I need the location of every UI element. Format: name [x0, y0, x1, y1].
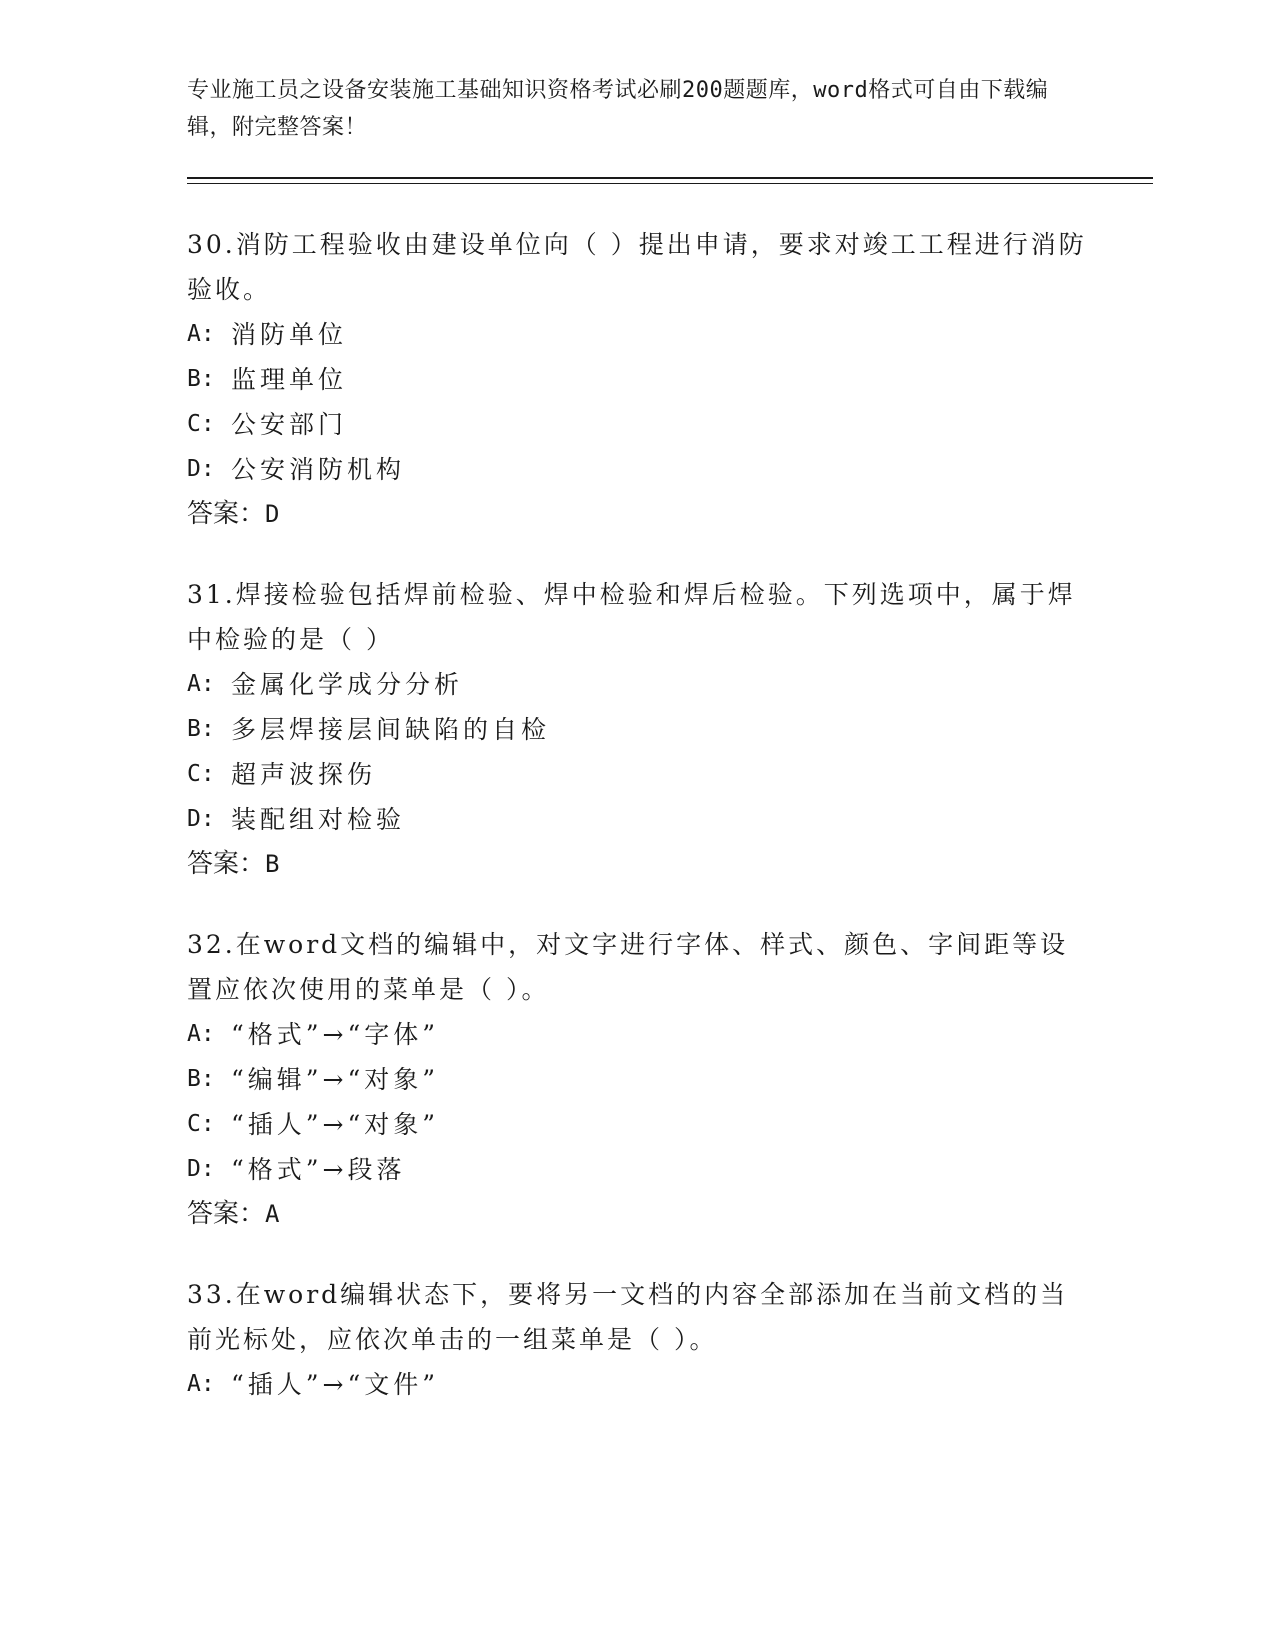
header-divider-thin: [187, 183, 1153, 184]
question-30: [187, 222, 1087, 537]
option-letter: D:: [187, 1156, 215, 1182]
option-text: “格式”→段落: [231, 1155, 406, 1184]
option-text: “编辑”→“对象”: [231, 1065, 440, 1094]
answer-label: 答案：: [187, 1199, 266, 1229]
option-letter: B:: [187, 1066, 215, 1092]
question-33: [187, 1272, 1087, 1407]
option-c: [187, 402, 1087, 447]
option-a: [187, 1012, 1087, 1057]
option-letter: A:: [187, 671, 215, 697]
option-letter: D:: [187, 456, 215, 482]
option-b: [187, 707, 1087, 752]
answer-line: [187, 1192, 1087, 1237]
option-a: [187, 312, 1087, 357]
option-letter: B:: [187, 716, 215, 742]
option-text: 公安消防机构: [231, 455, 406, 484]
option-text: “插人”→“对象”: [231, 1110, 440, 1139]
answer-line: [187, 842, 1087, 887]
option-letter: A:: [187, 1021, 215, 1047]
answer-label: 答案：: [187, 849, 266, 879]
option-a: [187, 1362, 1087, 1407]
option-letter: C:: [187, 411, 215, 437]
option-c: [187, 752, 1087, 797]
option-b: [187, 1057, 1087, 1102]
option-letter: A:: [187, 321, 215, 347]
option-text: 消防单位: [231, 320, 348, 349]
option-text: 多层焊接层间缺陷的自检: [231, 715, 551, 744]
question-text: 30.消防工程验收由建设单位向（ ）提出申请，要求对竣工工程进行消防验收。: [187, 230, 1087, 304]
option-d: [187, 1147, 1087, 1192]
option-text: “格式”→“字体”: [231, 1020, 440, 1049]
option-text: 金属化学成分分析: [231, 670, 464, 699]
option-letter: A:: [187, 1371, 215, 1397]
option-letter: C:: [187, 1111, 215, 1137]
document-header: 专业施工员之设备安装施工基础知识资格考试必刷200题题库，word格式可自由下载编辑，附完整答案！: [187, 78, 1049, 140]
question-31: [187, 572, 1087, 887]
option-text: “插人”→“文件”: [231, 1370, 440, 1399]
option-text: 监理单位: [231, 365, 348, 394]
question-text: 31.焊接检验包括焊前检验、焊中检验和焊后检验。下列选项中，属于焊中检验的是（ ）: [187, 580, 1076, 654]
option-text: 装配组对检验: [231, 805, 406, 834]
question-text: 33.在word编辑状态下，要将另一文档的内容全部添加在当前文档的当前光标处，应依次单击的一组菜单是（ ）。: [187, 1280, 1069, 1354]
answer-line: [187, 492, 1087, 537]
option-text: 超声波探伤: [231, 760, 377, 789]
question-32: [187, 922, 1087, 1237]
option-letter: C:: [187, 761, 215, 787]
header-divider-thick: [187, 177, 1153, 179]
option-a: [187, 662, 1087, 707]
option-d: [187, 797, 1087, 842]
option-letter: B:: [187, 366, 215, 392]
option-c: [187, 1102, 1087, 1147]
option-text: 公安部门: [231, 410, 348, 439]
question-text: 32.在word文档的编辑中，对文字进行字体、样式、颜色、字间距等设置应依次使用的菜单是（ ）。: [187, 930, 1069, 1004]
answer-value: D: [265, 500, 280, 528]
option-d: [187, 447, 1087, 492]
answer-value: B: [265, 850, 280, 878]
answer-label: 答案：: [187, 499, 266, 529]
answer-value: A: [265, 1200, 280, 1228]
option-b: [187, 357, 1087, 402]
option-letter: D:: [187, 806, 215, 832]
